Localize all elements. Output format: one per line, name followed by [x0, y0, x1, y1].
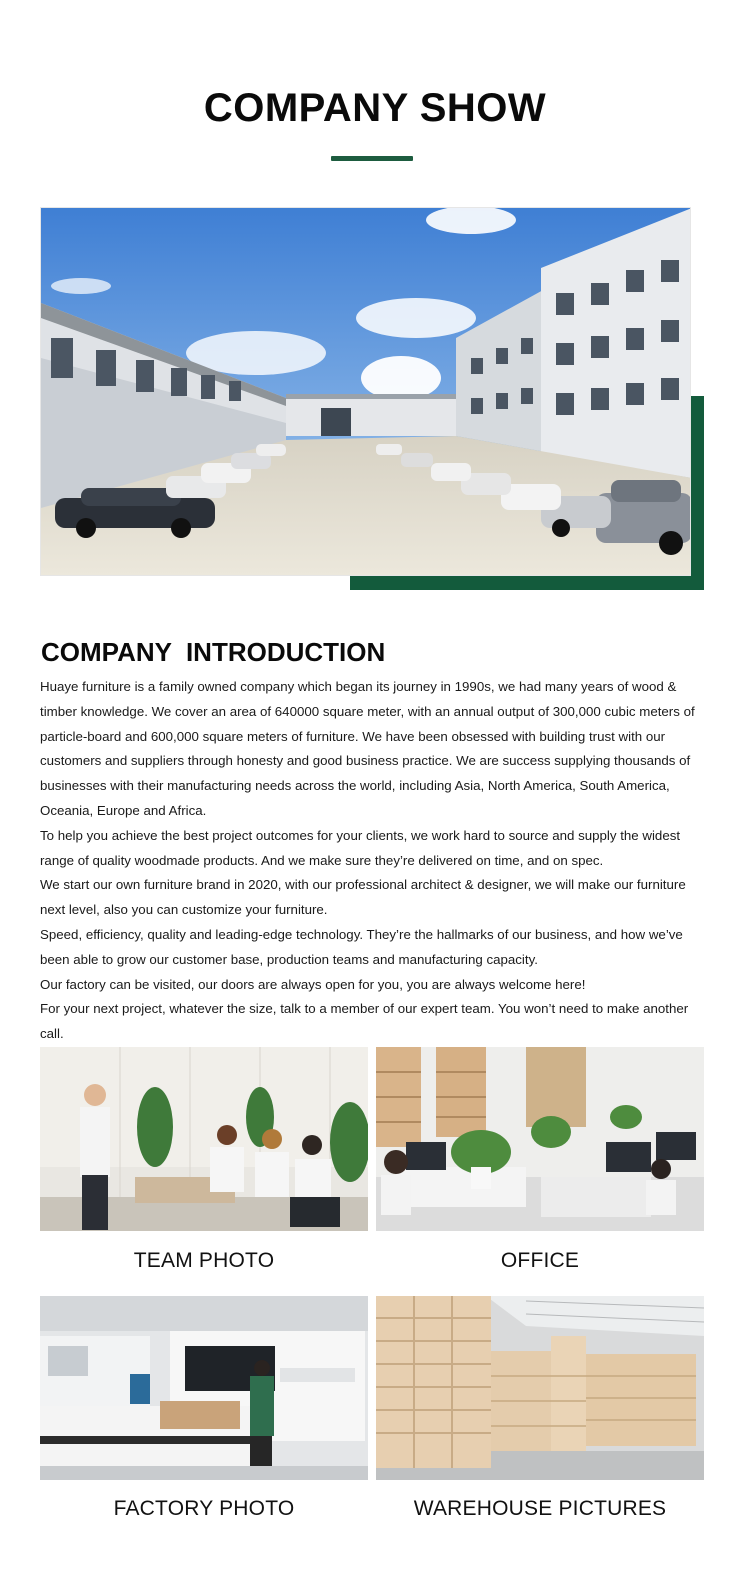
factory-photo: [40, 1296, 368, 1480]
intro-paragraph: We start our own furniture brand in 2020, with our professional architect & designer, we will make our furniture next level, also you can customize your furniture.: [40, 877, 686, 918]
gallery-caption: TEAM PHOTO: [133, 1249, 275, 1272]
intro-heading: COMPANY INTRODUCTION: [41, 637, 386, 667]
intro-paragraph: To help you achieve the best project outcomes for your clients, we work hard to source and supply the widest range of quality woodmade products. And we make sure they’re delivered on time, and on spec.: [40, 827, 681, 868]
page-title: COMPANY SHOW: [203, 86, 547, 130]
intro-paragraph: Speed, efficiency, quality and leading-edge technology. They’re the hallmarks of our business, and how we’ve been able to grow our customer base, production teams and manufacturing capacity.: [40, 926, 683, 967]
intro-paragraph: Our factory can be visited, our doors are always open for you, you are always welcome here!: [40, 976, 586, 992]
warehouse-photo: [376, 1296, 704, 1480]
gallery-caption: OFFICE: [500, 1249, 580, 1272]
office-photo: [376, 1047, 704, 1231]
intro-paragraph: For your next project, whatever the size, talk to a member of our expert team. You won’t need to make another call.: [40, 1001, 689, 1042]
team-photo: [40, 1047, 368, 1231]
gallery-caption: FACTORY PHOTO: [113, 1497, 295, 1520]
hero-factory-photo: [40, 207, 691, 576]
gallery-caption: WAREHOUSE PICTURES: [413, 1497, 667, 1520]
title-underline: [331, 156, 413, 161]
intro-paragraph: Huaye furniture is a family owned company which began its journey in 1990s, we had many years of wood & timber knowledge. We cover an area of 640000 square meter, with an annual output of 300,000 cubic meters of particle-board and 600,000 square meters of furniture. We have been obsessed with building trust with our customers and suppliers through honesty and good business practice. We are success supplying thousands of businesses with their manufacturing needs across the world, including Asia, North America, South America, Oceania, Europe and Africa.: [40, 679, 695, 818]
intro-text: [40, 675, 708, 1047]
